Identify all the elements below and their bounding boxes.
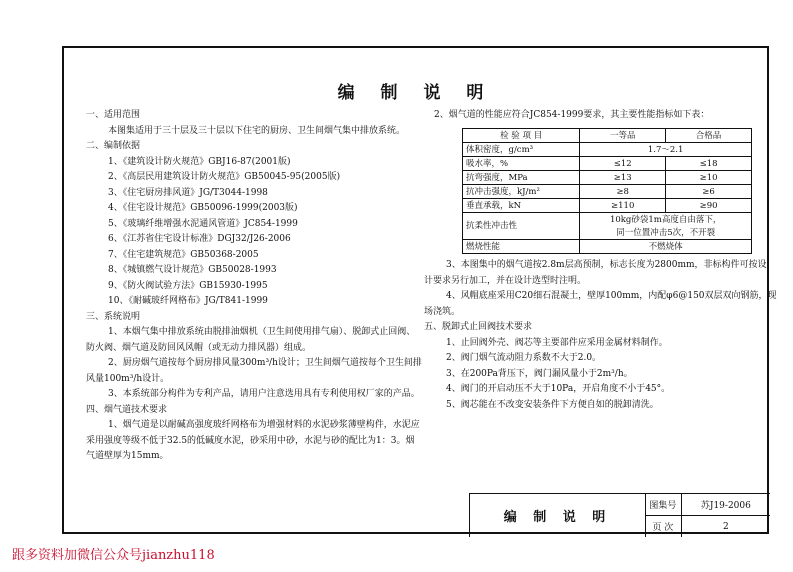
table-cell: 抗柔性冲击性 — [463, 213, 580, 240]
table-cell: 体积密度，g/cm³ — [463, 143, 580, 157]
right-lower-text — [424, 258, 777, 413]
table-cell: ≥6 — [666, 185, 752, 199]
drawing-frame — [62, 46, 777, 534]
paragraph-line: 2、烟气道的性能应符合JC854-1999要求，其主要性能指标如下表： — [434, 110, 710, 120]
table-cell: 同一位置冲击5次，不开裂 — [580, 226, 752, 240]
list-item: 10、《耐碱玻纤网格布》JG/T841-1999 — [108, 296, 268, 306]
table-row — [463, 143, 752, 157]
table-row — [463, 240, 752, 254]
page-label: 页 次 — [645, 516, 682, 537]
table-row — [463, 213, 752, 227]
footer-watermark: 跟多资料加微信公众号jianzhu118 — [12, 548, 215, 563]
page-value: 2 — [722, 521, 729, 532]
list-item: 8、《城镇燃气设计规范》GB50028-1993 — [108, 265, 277, 275]
table-cell: 抗冲击强度，kJ/m² — [463, 185, 580, 199]
table-header: 一等品 — [580, 129, 666, 143]
list-item: 4、阀门的开启动压不大于10Pa，开启角度不小于45°。 — [446, 384, 671, 394]
list-item: 2、《高层民用建筑设计防火规范》GB50045-95(2005版) — [108, 172, 341, 182]
list-item: 6、《江苏省住宅设计标准》DGJ32/J26-2006 — [108, 234, 291, 244]
paragraph: 本图集适用于三十层及三十层以下住宅的厨房、卫生间烟气集中排放系统。 — [108, 125, 406, 136]
paragraph-line: 防火阀、烟气道及防回风风帽（或无动力排风器）组成。 — [86, 342, 312, 353]
title-block — [469, 493, 770, 537]
list-item: 3、在200Pa背压下，阀门漏风量小于2m³/h。 — [446, 368, 633, 379]
list-item: 1、止回阀外壳、阀芯等主要部件应采用金属材料制作。 — [446, 337, 668, 348]
table-cell: ≥10 — [666, 171, 752, 185]
paragraph-line: 3、本图集中的烟气道按2.8m层高预制，标志长度为2800mm，非标构件可按设 — [446, 260, 767, 270]
atlas-label: 图集号 — [645, 494, 682, 515]
right-intro — [434, 108, 709, 124]
table-cell: ≥110 — [580, 199, 666, 213]
paragraph-line: 采用强度等级不低于32.5的低碱度水泥，砂采用中砂，水泥与砂的配比为1：3。烟 — [86, 435, 415, 446]
section-heading: 一、适用范围 — [86, 110, 141, 120]
page-title: 编 制 说 明 — [337, 83, 494, 103]
table-cell: ≤18 — [666, 157, 752, 171]
paragraph-line: 2、厨房烟气道按每个厨房排风量300m³/h设计；卫生间烟气道按每个卫生间排 — [108, 358, 422, 368]
section-heading: 五、脱卸式止回阀技术要求 — [424, 322, 533, 332]
list-item: 4、《住宅设计规范》GB50096-1999(2003版) — [108, 203, 298, 213]
table-header-row — [463, 129, 752, 143]
title-block-row — [645, 516, 770, 537]
list-item: 5、《玻璃纤维增强水泥通风管道》JC854-1999 — [108, 218, 298, 229]
paragraph-line: 4、风帽底座采用C20细石混凝土，壁厚100mm，内配φ6@150双层双向钢筋，现 — [446, 291, 777, 301]
paragraph-line: 1、烟气道是以耐碱高强度玻纤网格布为增强材料的水泥砂浆薄壁构件，水泥应 — [108, 420, 420, 430]
table-cell: 10kg砂袋1m高度自由落下， — [580, 213, 752, 227]
table-cell: 垂直承载，kN — [463, 199, 580, 213]
title-block-name: 编 制 说 明 — [470, 494, 646, 537]
paragraph-line: 1、本烟气集中排放系统由脱排油烟机（卫生间使用排气扇）、脱卸式止回阀、 — [108, 327, 416, 337]
table-cell: 燃烧性能 — [463, 240, 580, 254]
section-heading: 三、系统说明 — [86, 311, 141, 322]
table-cell: ≥90 — [666, 199, 752, 213]
title-block-row — [645, 494, 770, 516]
table-cell: 抗弯强度，MPa — [463, 171, 580, 185]
table-row — [463, 199, 752, 213]
list-item: 7、《住宅建筑规范》GB50368-2005 — [108, 249, 259, 260]
atlas-value: 苏J19-2006 — [700, 501, 751, 511]
section-heading: 四、烟气道技术要求 — [86, 404, 168, 415]
list-item: 2、阀门烟气流动阻力系数不大于2.0。 — [446, 353, 602, 363]
section-heading: 二、编制依据 — [86, 141, 141, 151]
table-cell: ≥13 — [580, 171, 666, 185]
paragraph-line: 场浇筑。 — [424, 306, 461, 317]
paragraph-line: 气道壁厚为15mm。 — [86, 451, 169, 461]
table-row — [463, 171, 752, 185]
table-cell: 不燃烧体 — [580, 240, 752, 254]
table-cell: 吸水率，% — [463, 157, 580, 171]
left-column — [86, 108, 426, 465]
list-item: 9、《防火阀试验方法》GB15930-1995 — [108, 280, 268, 291]
list-item: 1、《建筑设计防火规范》GBJ16-87(2001版) — [108, 156, 291, 167]
table-row — [463, 157, 752, 171]
table-cell: ≥8 — [580, 185, 666, 199]
performance-table — [462, 128, 752, 254]
table-row — [463, 185, 752, 199]
paragraph-line: 计要求另行加工，并在设计选型时注明。 — [424, 275, 587, 286]
list-item: 5、阀芯能在不改变安装条件下方便自如的脱卸清洗。 — [446, 399, 659, 410]
paragraph-line: 3、本系统部分构件为专利产品，请用户注意选用具有专利使用权厂家的产品。 — [108, 389, 420, 399]
list-item: 3、《住宅厨房排风道》JG/T3044-1998 — [108, 187, 268, 198]
table-header: 检 验 项 目 — [463, 129, 580, 143]
table-cell: 1.7～2.1 — [580, 143, 752, 157]
paragraph-line: 风量100m³/h设计。 — [86, 373, 170, 384]
table-header: 合格品 — [666, 129, 752, 143]
table-cell: ≤12 — [580, 157, 666, 171]
